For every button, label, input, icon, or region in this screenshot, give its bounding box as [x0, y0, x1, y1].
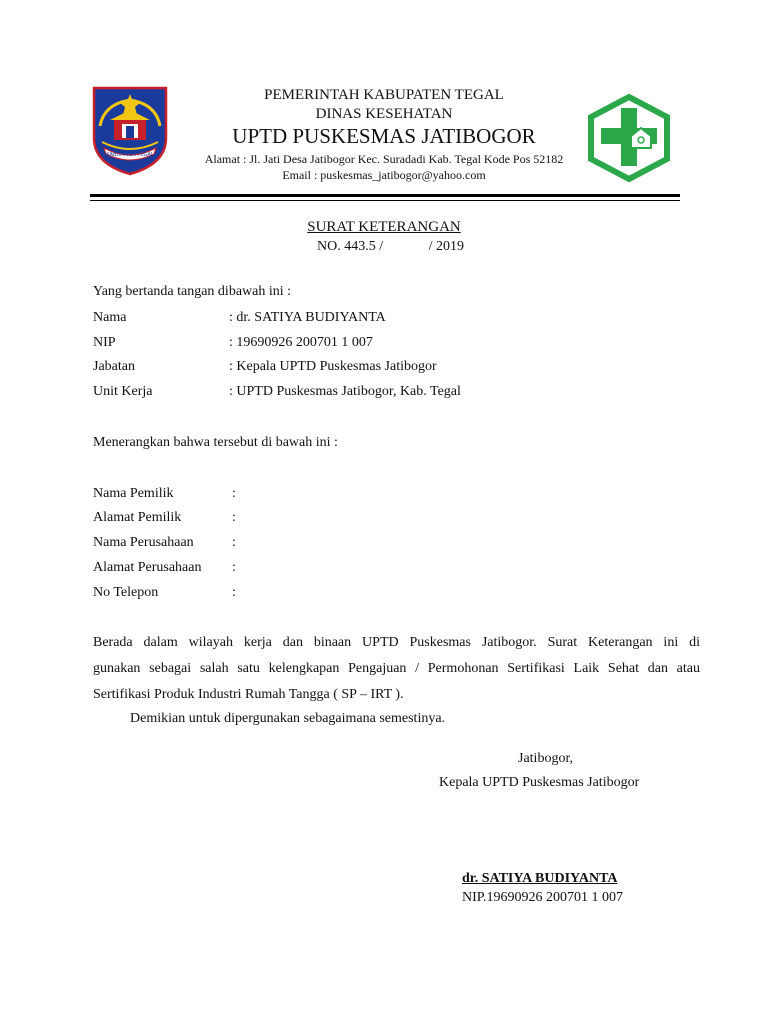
- field-value: : Kepala UPTD Puskesmas Jatibogor: [229, 359, 437, 374]
- puskesmas-cross-icon: [587, 94, 671, 182]
- agency-name: DINAS KESEHATAN: [315, 106, 453, 122]
- unit-name: UPTD PUSKESMAS JATIBOGOR: [232, 124, 536, 148]
- signature-name: dr. SATIYA BUDIYANTA: [462, 871, 618, 886]
- field-label: NIP: [93, 335, 116, 350]
- field-value: : UPTD Puskesmas Jatibogor, Kab. Tegal: [229, 384, 461, 399]
- field-label: Alamat Perusahaan: [93, 560, 202, 575]
- field-label: Nama Pemilik: [93, 486, 174, 501]
- emblem-caption: KABUPATEN TEGAL: [106, 152, 154, 158]
- email-line: Email : puskesmas_jatibogor@yahoo.com: [282, 168, 486, 182]
- field-value: :: [232, 510, 236, 525]
- letterhead-divider-thick: [90, 194, 680, 197]
- field-value: :: [232, 486, 236, 501]
- field-value: :: [232, 585, 236, 600]
- field-label: Alamat Pemilik: [93, 510, 182, 525]
- document-number: NO. 443.5 / / 2019: [317, 239, 464, 254]
- field-label: Jabatan: [93, 359, 135, 374]
- signature-nip: NIP.19690926 200701 1 007: [462, 890, 624, 905]
- field-value: :: [232, 535, 236, 550]
- field-label: No Telepon: [93, 585, 159, 600]
- field-value: : 19690926 200701 1 007: [229, 335, 373, 350]
- signer-intro: Yang bertanda tangan dibawah ini :: [93, 284, 292, 299]
- subject-intro: Menerangkan bahwa tersebut di bawah ini :: [93, 435, 338, 450]
- government-name: PEMERINTAH KABUPATEN TEGAL: [264, 87, 504, 103]
- body-line: Berada dalam wilayah kerja dan binaan UPTD Puskesmas Jatibogor. Surat Keterangan ini di: [93, 635, 700, 650]
- kabupaten-tegal-emblem-icon: [92, 86, 168, 176]
- field-label: Nama Perusahaan: [93, 535, 194, 550]
- address-line: Alamat : Jl. Jati Desa Jatibogor Kec. Suradadi Kab. Tegal Kode Pos 52182: [204, 152, 564, 166]
- field-label: Nama: [93, 310, 127, 325]
- field-value: : dr. SATIYA BUDIYANTA: [229, 310, 386, 325]
- signature-position: Kepala UPTD Puskesmas Jatibogor: [439, 775, 640, 790]
- document-title: SURAT KETERANGAN: [307, 219, 461, 235]
- letterhead-divider-thin: [90, 200, 680, 201]
- closing-line: Demikian untuk dipergunakan sebagaimana semestinya.: [130, 711, 446, 726]
- field-value: :: [232, 560, 236, 575]
- signature-city: Jatibogor,: [518, 751, 574, 766]
- field-label: Unit Kerja: [93, 384, 153, 399]
- body-line: gunakan sebagai salah satu kelengkapan Pengajuan / Permohonan Sertifikasi Laik Sehat dan atau: [93, 661, 700, 676]
- body-line: Sertifikasi Produk Industri Rumah Tangga ( SP – IRT ).: [93, 687, 404, 702]
